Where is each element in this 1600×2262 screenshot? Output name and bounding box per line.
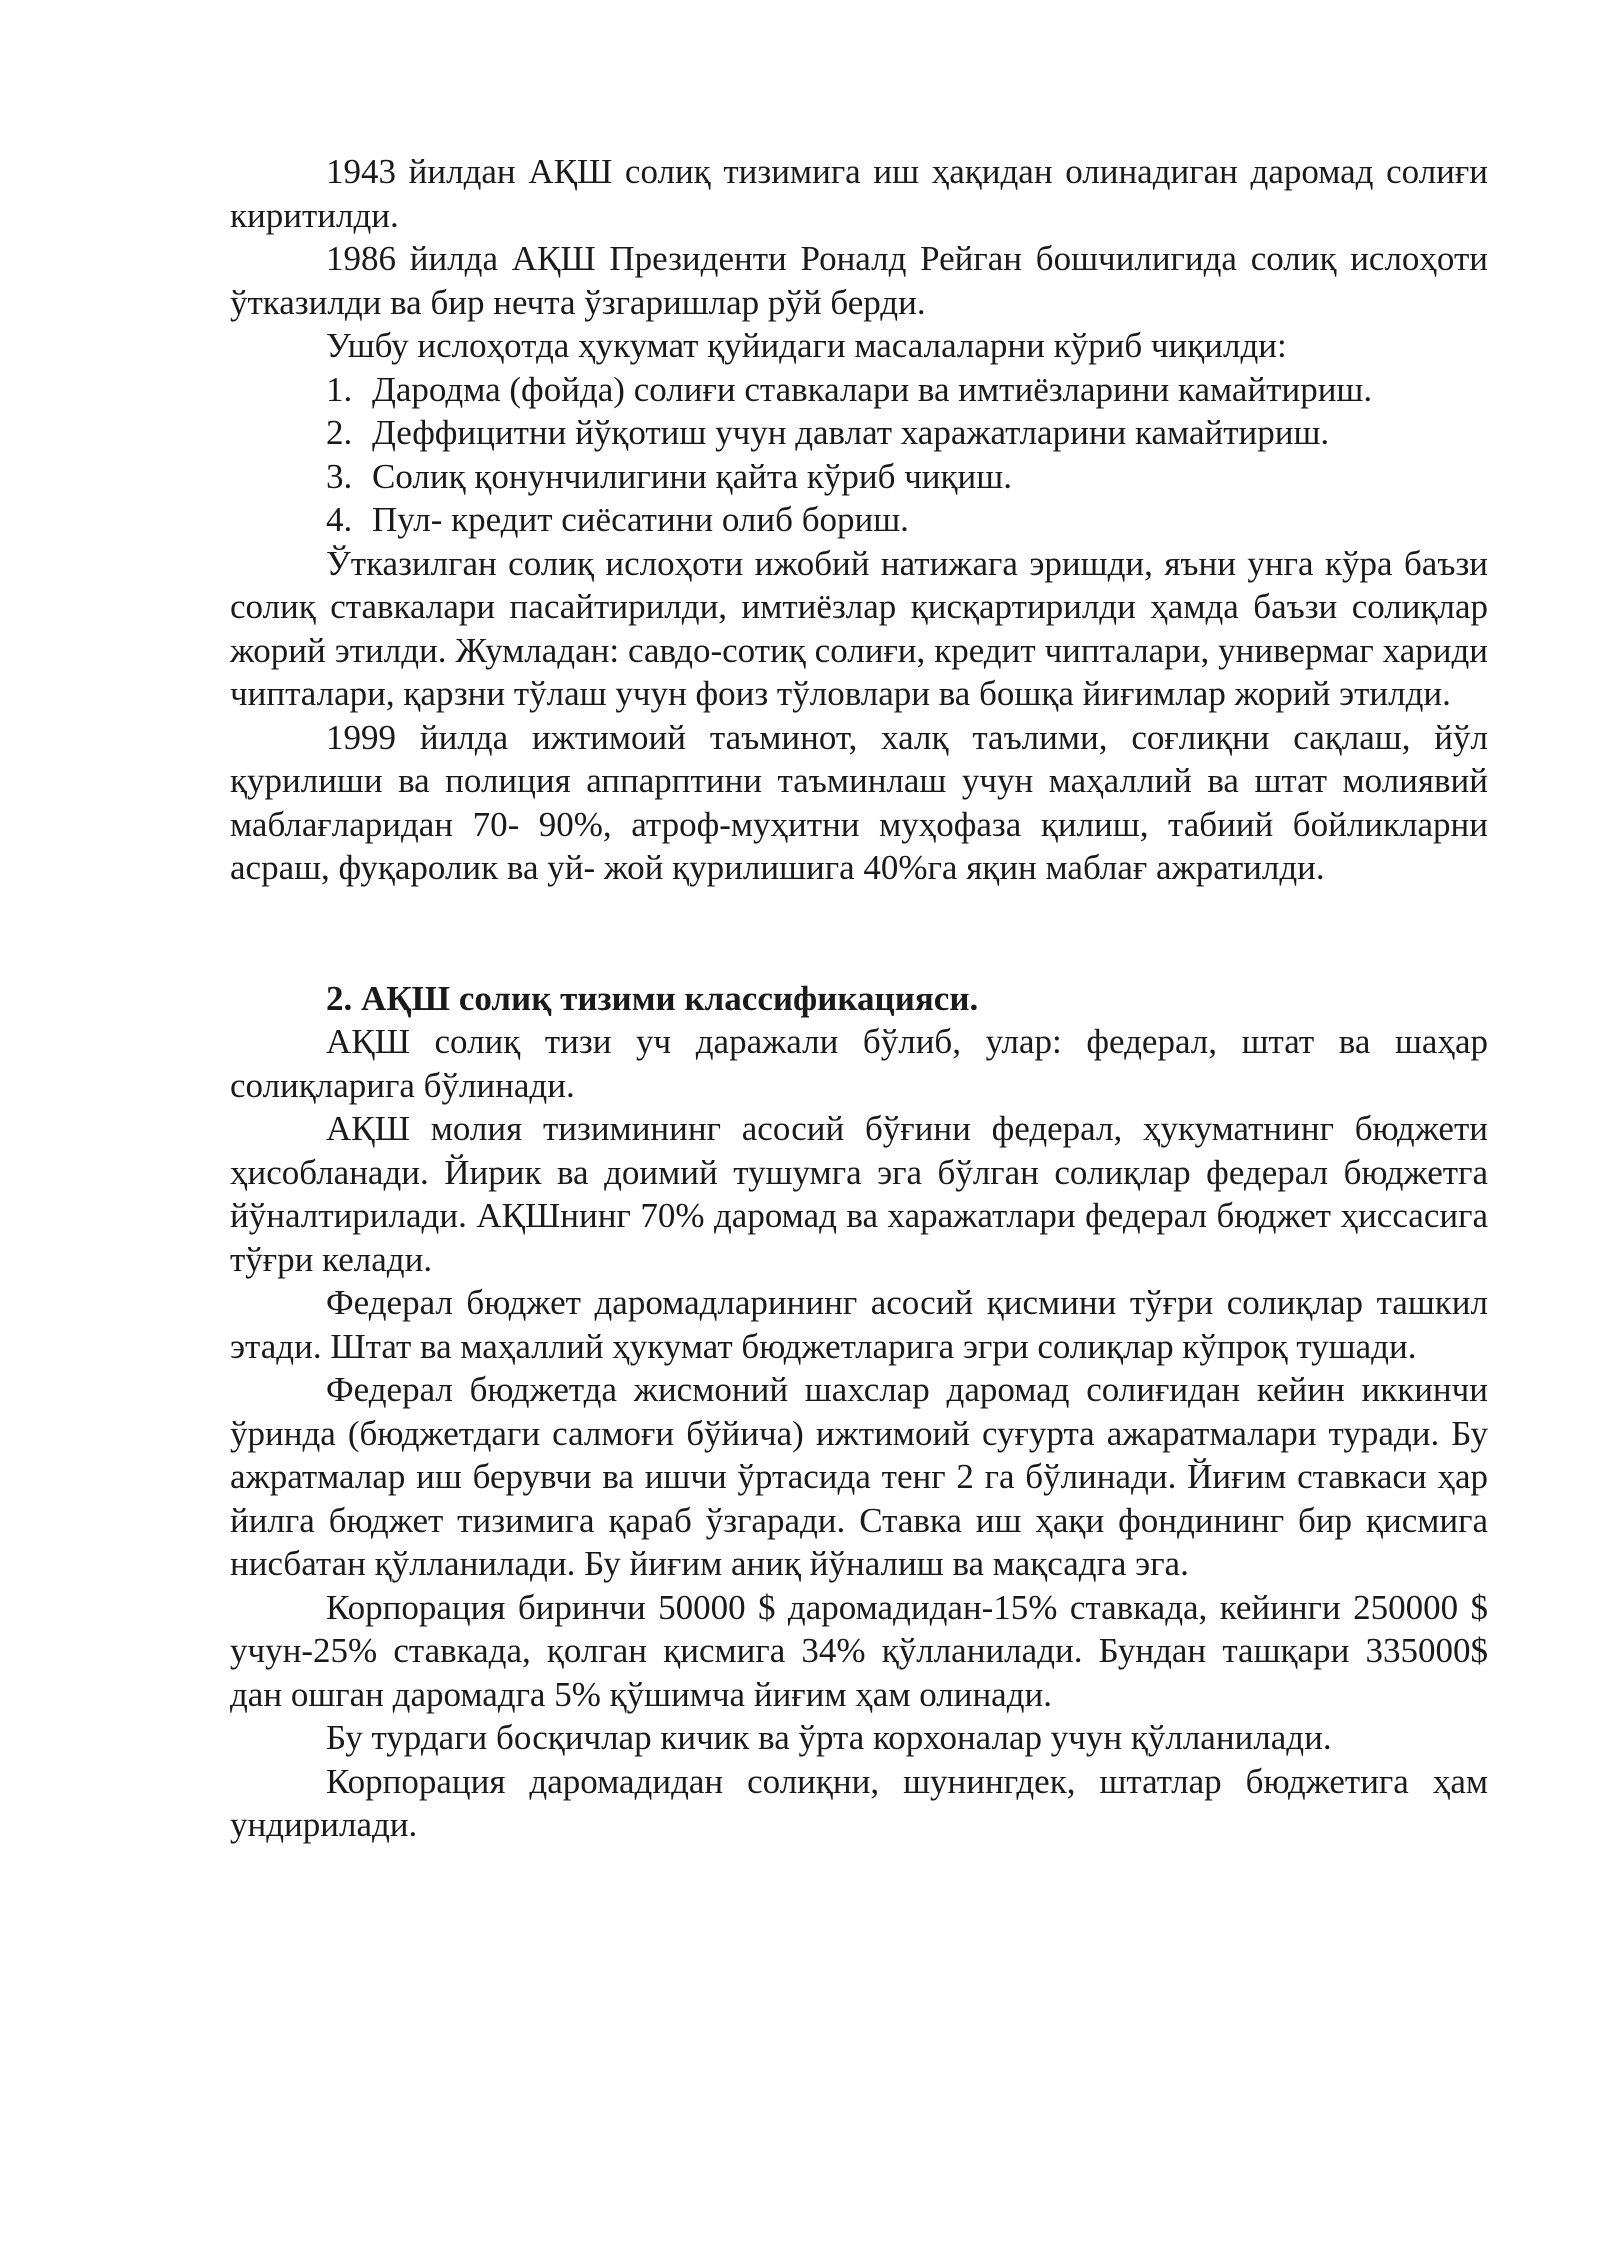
paragraph: 1986 йилда АҚШ Президенти Роналд Рейган бошчилигида солиқ ислоҳоти ўтказилди ва бир нечта ўзгаришлар рўй берди.	[230, 239, 1488, 322]
paragraph: Ўтказилган солиқ ислоҳоти ижобий натижага эришди, яъни унга кўра баъзи солиқ ставкалари пасайтирилди, имтиёзлар қисқартирилди ҳамда баъзи солиқлар жорий этилди. Жумладан: савдо-сотиқ солиғи, кредит чипталари, универмаг хариди чипталари, қарзни тўлаш учун фоиз тўловлари ва бошқа йиғимлар жорий этилди.	[230, 543, 1488, 713]
list-item-text: Дародма (фойда) солиғи ставкалари ва имтиёзларини камайтириш.	[372, 369, 1373, 409]
paragraph: Корпорация даромадидан солиқни, шунингдек, штатлар бюджетига ҳам ундирилади.	[230, 1761, 1488, 1844]
list-item-text: Пул- кредит сиёсатини олиб бориш.	[372, 500, 909, 539]
paragraph: Бу турдаги босқичлар кичик ва ўрта корхоналар учун қўлланилади.	[326, 1718, 1332, 1757]
list-item	[230, 498, 1488, 542]
paragraph: АҚШ солиқ тизи уч даражали бўлиб, улар: федерал, штат ва шаҳар солиқларига бўлинади.	[230, 1022, 1488, 1105]
section-heading: 2. АҚШ солиқ тизими классификацияси.	[326, 978, 979, 1018]
list-number: 4.	[326, 500, 353, 539]
list-number: 3.	[326, 456, 353, 496]
list-number: 2.	[326, 413, 353, 452]
list-item	[230, 411, 1488, 455]
list-item-text: Солиқ қонунчилигини қайта кўриб чиқиш.	[372, 456, 1012, 496]
paragraph: 1943 йилдан АҚШ солиқ тизимига иш ҳақидан олинадиган даромад солиғи киритилди.	[230, 152, 1488, 235]
document-page	[230, 150, 1488, 1847]
list-item-text: Деффицитни йўқотиш учун давлат харажатларини камайтириш.	[372, 413, 1330, 452]
section-spacer	[230, 890, 1488, 977]
paragraph: Корпорация биринчи 50000 $ даромадидан-15% ставкада, кейинги 250000 $ учун-25% ставкада, қолган қисмига 34% қўлланилади. Бундан ташқари 335000$ дан ошган даромадга 5% қўшимча йиғим ҳам олинади.	[230, 1587, 1488, 1714]
paragraph: Ушбу ислоҳотда ҳукумат қуйидаги масалаларни кўриб чиқилди:	[326, 326, 1287, 365]
paragraph: Федерал бюджетда жисмоний шахслар даромад солиғидан кейин иккинчи ўринда (бюджетдаги салмоғи бўйича) ижтимоий суғурта ажаратмалари туради. Бу ажратмалар иш берувчи ва ишчи ўртасида тенг 2 га бўлинади. Йиғим ставкаси ҳар йилга бюджет тизимига қараб ўзгаради. Ставка иш ҳақи фондининг бир қисмига нисбатан қўлланилади. Бу йиғим аниқ йўналиш ва мақсадга эга.	[230, 1370, 1488, 1583]
paragraph: 1999 йилда ижтимоий таъминот, халқ таълими, соғлиқни сақлаш, йўл қурилиши ва полиция аппарптини таъминлаш учун маҳаллий ва штат молиявий маблағларидан 70- 90%, атроф-муҳитни муҳофаза қилиш, табиий бойликларни асраш, фуқаролик ва уй- жой қурилишига 40%га яқин маблағ ажратилди.	[230, 717, 1488, 887]
list-number: 1.	[326, 369, 353, 409]
paragraph: Федерал бюджет даромадларининг асосий қисмини тўғри солиқлар ташкил этади. Штат ва маҳаллий ҳукумат бюджетларига эгри солиқлар кўпроқ тушади.	[230, 1283, 1488, 1366]
paragraph: АҚШ молия тизимининг асосий бўғини федерал, ҳукуматнинг бюджети ҳисобланади. Йирик ва доимий тушумга эга бўлган солиқлар федерал бюджетга йўналтирилади. АҚШнинг 70% даромад ва харажатлари федерал бюджет ҳиссасига тўғри келади.	[230, 1109, 1488, 1279]
list-item	[230, 368, 1488, 412]
reform-list	[230, 368, 1488, 542]
list-item	[230, 455, 1488, 499]
